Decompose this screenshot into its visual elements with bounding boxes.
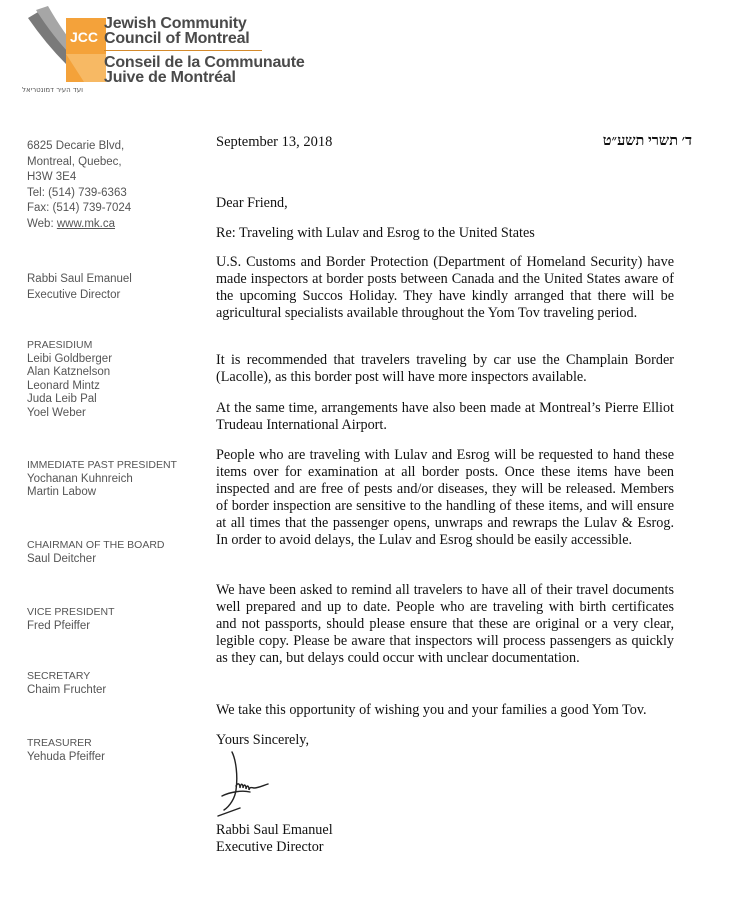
secretary-name: Chaim Fruchter (27, 683, 107, 696)
secretary-heading: SECRETARY (27, 670, 91, 682)
chairman-block (27, 539, 164, 566)
letter-date: September 13, 2018 (216, 134, 333, 150)
org-name-en-line2: Council of Montreal (104, 30, 250, 47)
salutation: Dear Friend, (216, 195, 288, 211)
vice-president-name: Fred Pfeiffer (27, 619, 91, 632)
fax: Fax: (514) 739-7024 (27, 202, 132, 214)
signer-title: Executive Director (216, 839, 324, 855)
treasurer-block (27, 737, 105, 764)
org-name-en-line1: Jewish Community (104, 15, 247, 32)
org-name-english (104, 16, 250, 46)
postal-code: H3W 3E4 (27, 171, 77, 183)
website-link[interactable]: www.mk.ca (56, 217, 115, 230)
paragraph-3: At the same time, arrangements have also been made at Montreal’s Pierre Elliot Trudeau International Airport. (216, 400, 674, 433)
praesidium-member: Leibi Goldberger (27, 352, 113, 365)
past-president-member: Yochanan Kuhnreich (27, 472, 133, 485)
telephone: Tel: (514) 739-6363 (27, 186, 127, 199)
director-block (27, 272, 132, 303)
address-line1: 6825 Decarie Blvd, (27, 140, 125, 152)
paragraph-4: People who are traveling with Lulav and Esrog will be requested to hand these items over for examination at all border posts. Once these items have been inspected and are free of pests and/or diseases, they will be released. Members of border inspection are sensitive to the handling of these items, and will ensure at all times that the passenger opens, unwraps and rewraps the Lulav & Esrog. In order to avoid delays, the Lulav and Esrog should be easily accessible. (216, 447, 674, 548)
paragraph-2: It is recommended that travelers traveling by car use the Champlain Border (Lacolle), as this border post will have more inspectors available. (216, 352, 674, 385)
paragraph-6: We take this opportunity of wishing you and your families a good Yom Tov. (216, 702, 647, 718)
past-president-member: Martin Labow (27, 486, 97, 499)
praesidium-member: Alan Katznelson (27, 366, 111, 379)
praesidium-member: Juda Leib Pal (27, 393, 97, 406)
director-name: Rabbi Saul Emanuel (27, 273, 132, 285)
address-line2: Montreal, Quebec, (27, 155, 122, 168)
praesidium-block (27, 339, 112, 421)
director-title: Executive Director (27, 288, 121, 301)
vice-president-block (27, 606, 115, 633)
subject-line: Re: Traveling with Lulav and Esrog to the United States (216, 225, 535, 241)
chairman-name: Saul Deitcher (27, 552, 97, 565)
closing: Yours Sincerely, (216, 732, 310, 748)
paragraph-5: We have been asked to remind all travelers to have all of their travel documents well prepared and up to date. People who are traveling with birth certificates and not passports, should please ensure that these are original or a very clear, legible copy. Please be aware that inspectors will process passengers as quickly as they can, but delays could occur with unclear documentation. (216, 582, 674, 666)
contact-block (27, 139, 131, 232)
web-label: Web: (27, 217, 54, 230)
jcc-logo (26, 4, 108, 86)
praesidium-member: Yoel Weber (27, 406, 86, 419)
paragraph-1: U.S. Customs and Border Protection (Department of Homeland Security) have made inspectors at border posts between Canada and the United States aware of the upcoming Succos Holiday. They have kindly arranged that there will be agricultural specialists available throughout the Yom Tov traveling period. (216, 254, 674, 321)
website (27, 217, 131, 233)
signer-name: Rabbi Saul Emanuel (216, 822, 333, 838)
secretary-block (27, 670, 106, 697)
vice-president-heading: VICE PRESIDENT (27, 606, 115, 618)
past-president-heading: IMMEDIATE PAST PRESIDENT (27, 459, 177, 471)
treasurer-heading: TREASURER (27, 737, 92, 749)
chairman-heading: CHAIRMAN OF THE BOARD (27, 539, 165, 551)
org-name-french (104, 55, 305, 85)
org-name-fr-line2: Juive de Montréal (104, 69, 236, 86)
treasurer-name: Yehuda Pfeiffer (27, 750, 106, 763)
logo-text: JCC (70, 29, 99, 45)
hebrew-date: ד׳ תשרי תשע״ט (602, 133, 692, 149)
org-divider (104, 50, 262, 51)
org-name-fr-line1: Conseil de la Communaute (104, 54, 305, 71)
praesidium-member: Leonard Mintz (27, 379, 100, 392)
praesidium-heading: PRAESIDIUM (27, 339, 93, 351)
signature-image (214, 746, 276, 822)
past-president-block (27, 459, 177, 500)
org-hebrew-name: ועד העיר דמונטריאל (22, 86, 84, 94)
